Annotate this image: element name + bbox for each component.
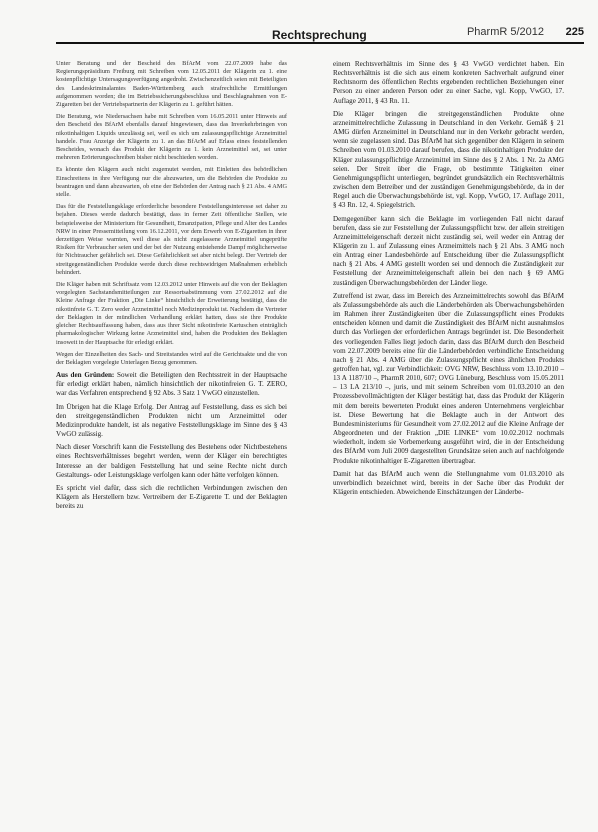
paragraph: Unter Beratung und der Bescheid des BfArM vom 22.07.2009 habe das Regierungspräsidium Freiburg mit Schreiben vom 12.05.2011 der Klägerin zu 1. eine kostenpflichtige Untersagungsverfügung angedroht. Zwischenzeitlich seien mit Beteiligten des Landeskriminalamtes Baden-Württemberg auch strafrechtliche Ermittlungen aufgenommen worden; die im Betriebssicherungsbeschluss und Beschlagnahmen von E-Zigaretten bei der Vertriebspartnerin der Klägerin zu 1. geführt hätten. bbox=[56, 60, 287, 109]
section-title: Rechtsprechung bbox=[266, 28, 373, 42]
right-column bbox=[333, 60, 564, 501]
paragraph bbox=[56, 371, 287, 398]
reasons-heading: Aus den Gründen: bbox=[56, 371, 115, 380]
paragraph: Die Kläger bringen die streitgegenständlichen Produkte ohne arzneimittelrechtliche Zulassung in Deutschland in den Verkehr. Gemäß § 21 AMG dürfen Arzneimittel in Deutschland nur in den Verkehr gebracht werden, wenn sie zugelassen sind. Das BfArM hat sich gegenüber den Klägern in seinem Schreiben vom 01.03.2010 darauf berufen, dass die nikotinhaltigen Produkte der Kläger zulassungspflichtige Arzneimittel im Sinne des § 2 Abs. 1 Nr. 2a AMG seien. Der Streit über die Frage, ob bestimmte Tätigkeiten einer Genehmigungspflicht unterliegen, begründet grundsätzlich ein Rechtsverhältnis zwischen dem Betreiber und der zuständigen Genehmigungsbehörde, da in der Regel auch die Überwachungsbehörde ist, vgl. Kopp, VwGO, 17. Auflage 2011, § 43 Rn. 12, 4. Spiegelstrich. bbox=[333, 109, 564, 210]
paragraph: Die Beratung, wie Niedersachsen habe mit Schreiben vom 16.05.2011 unter Hinweis auf den Bescheid des BfArM ebenfalls darauf hingewiesen, dass das Inverkehrbringen von nikotinhaltigen Liquids unzulässig sei, weil es sich um zulassungspflichtige Arzneimittel handele. Frau Anzeige der Klägerin zu 1. an das BfArM auf Erlass eines feststellenden Bescheides, wonach das Produkt der Klägerin zu 1. kein Arzneimittel sei, sei unter mehreren Erörterungsschreiben bisher nicht beschieden worden. bbox=[56, 113, 287, 162]
paragraph-text: Soweit die Beteiligten den Rechtsstreit in der Hauptsache für erledigt erklärt haben, nämlich hinsichtlich der nikotinfreien G. T. ZERO, war das Verfahren entsprechend § 92 Abs. 3 Satz 1 VwGO einzustellen. bbox=[56, 371, 287, 398]
paragraph: Damit hat das BfArM auch wenn die Stellungnahme vom 01.03.2010 als unverbindlich bezeichnet wird, bereits in der Sache über das Produkt der Klägerin entschieden. Abweichende Einschätzungen der Länderbe- bbox=[333, 469, 564, 497]
paragraph: Wegen der Einzelheiten des Sach- und Streitstandes wird auf die Gerichtsakte und die von der Beklagten vorgelegte Unterlagen Bezug genommen. bbox=[56, 350, 287, 366]
paragraph: Es könnte den Klägern auch nicht zugemutet werden, mit Einleiten des behördlichen Einschreitens in ihre Verfügung nur die abzuwarten, um die Behörden die Produkte zu beantragen und dann abzuwarten, ob eine der Behörden der Antrag nach § 21 Abs. 4 AMG stelle. bbox=[56, 166, 287, 199]
paragraph: Zutreffend ist zwar, dass im Bereich des Arzneimittelrechts sowohl das BfArM als Zulassungsbehörde als auch die Länderbehörden als Überwachungsbehörden im Rahmen ihrer Zuständigkeiten über die Zulassungspflicht eines Produkts entscheiden können und damit die Zuständigkeit des BfArM nicht ausnahmslos durch das Vorliegen der erforderlichen Antrags begründet ist. Die Besonderheit des vorliegenden Falles liegt jedoch darin, dass das BfArM durch den Bescheid vom 22.07.2009 bereits eine für die Länderbehörden verbindliche Entscheidung nach § 21 Abs. 4 AMG über die Zulassungspflicht eines ähnlichen Produkts getroffen hat, vgl. zur Verbindlichkeit: OVG NRW, Beschluss vom 13.10.2010 – 13 A 1187/10 –, PharmR 2010, 607; OVG Lüneburg, Beschluss vom 15.05.2011 – 13 LA 213/10 –, juris, und mit seinem Schreiben vom 01.03.2010 an den Prozessbevollmächtigten der Kläger bestätigt hat, dass das Produkt der Klägerin mit dem bereits bewerteten Produkt eines anderen Unternehmens vergleichbar ist. Diese Bewertung hat die Beklagte auch in der Antwort des Bundesministeriums für Gesundheit vom 27.02.2012 auf die Kleine Anfrage der Abgeordneten und der Fraktion „DIE LINKE“ vom 10.02.2012 nochmals wiederholt, indem sie Vorbemerkung ausgeführt wird, die in der Entscheidung des BfArM vom Juli 2009 dargestellten Grundsätze seien auch auf nachfolgende Produkte nikotinhaltiger E-Zigaretten übertragbar. bbox=[333, 291, 564, 465]
paragraph: Das für die Feststellungsklage erforderliche besondere Feststellungsinteresse sei daher zu bejahen. Dieses werde dadurch bestätigt, dass in ferner Zeit öffentliche Stellen, wie beispielsweise der Ministerium für Gesundheit, Emanzipation, Pflege und Alter des Landes NRW in einer Pressemitteilung vom 16.12.2011, vor dem Erwerb von E-Zigaretten in ihrer derzeitigen Weise warnten, weil diese als nicht zugelassene Arzneimittel ungeprüfte Risiken für Verbraucher seien und der bei der Nutzung entstehende Dampf möglicherweise für Nichtraucher gefährlich sei. Diese Gefährlichkeit sei aber nicht belegt. Der Vertrieb der streitgegenständlichen Produkte werde durch diese rechtswidrigen Maßnahmen erheblich behindert. bbox=[56, 203, 287, 276]
page-number: 225 bbox=[565, 26, 584, 38]
paragraph: einem Rechtsverhältnis im Sinne des § 43 VwGO verdichtet haben. Ein Rechtsverhältnis ist die sich aus einem konkreten Sachverhalt aufgrund einer Rechtsnorm des öffentlichen Rechts ergebenden rechtlichen Beziehungen einer Person zu einer anderen Person oder zu einer Sache, vgl. Kopp, VwGO, 17. Auflage 2011, § 43 Rn. 11. bbox=[333, 60, 564, 105]
left-column bbox=[56, 60, 287, 515]
paragraph: Im Übrigen hat die Klage Erfolg. Der Antrag auf Feststellung, dass es sich bei den streitgegenständlichen Produkten nicht um Arzneimittel oder Medizinprodukte handelt, ist als negative Feststellungsklage im Sinne des § 43 VwGO zulässig. bbox=[56, 402, 287, 439]
page-header bbox=[56, 26, 584, 52]
paragraph: Demgegenüber kann sich die Beklagte im vorliegenden Fall nicht darauf berufen, dass sie zur Feststellung der Zulassungspflicht bzw. der allein streitigen Arzneimitteleigenschaft derzeit nicht zuständig sei, weil weder ein Antrag der Klägerin zu 1. auf Zulassung eines Arzneimittels nach § 21 Abs. 3 AMG noch ein Antrag einer Landesbehörde auf Entscheidung über die Zulassungspflicht nach § 21 Abs. 4 AMG gestellt worden sei und dennoch die Zuständigkeit zur Feststellung der Arzneimitteleigenschaft allein bei den nach § 69 AMG zuständigen Überwachungsbehörden der Länder liege. bbox=[333, 214, 564, 287]
paragraph: Nach dieser Vorschrift kann die Feststellung des Bestehens oder Nichtbestehens eines Rechtsverhältnisses begehrt werden, wenn der Kläger ein berechtigtes Interesse an der baldigen Feststellung hat und seine Rechte nicht durch Gestaltungs- oder Leistungsklage verfolgen kann oder hätte verfolgen können. bbox=[56, 443, 287, 479]
header-rule bbox=[56, 42, 584, 44]
journal-issue: PharmR 5/2012 bbox=[466, 26, 544, 38]
paragraph: Es spricht viel dafür, dass sich die rechtlichen Verbindungen zwischen den Klägern als Herstellern bzw. Vertreibern der E-Zigarette T. und der Beklagten bereits zu bbox=[56, 483, 287, 511]
paragraph: Die Kläger haben mit Schriftsatz vom 12.03.2012 unter Hinweis auf die von der Beklagten vorgelegten Sachstandsmitteilungen zur Ressortsabstimmung vom 27.02.2012 auf die Kleine Anfrage der Fraktion „Die Linke“ hinsichtlich der Erweiterung bestätigt, dass die nikotinfreie G. T. Zero weder Arzneimittel noch Medizinprodukt ist. Nachdem die Vertreter der Beklagten in der mündlichen Verhandlung erklärt hatten, dass sie ihre Produkte gleicher Rechtsauffassung haben, dass aus ihrer Sicht nikotinfreie Kartuschen einträglich pharmakologischer Wirkung keine Arzneimittel sind, haben die Produkten des Beklagten insoweit in der Hauptsache für erledigt erklärt. bbox=[56, 281, 287, 346]
